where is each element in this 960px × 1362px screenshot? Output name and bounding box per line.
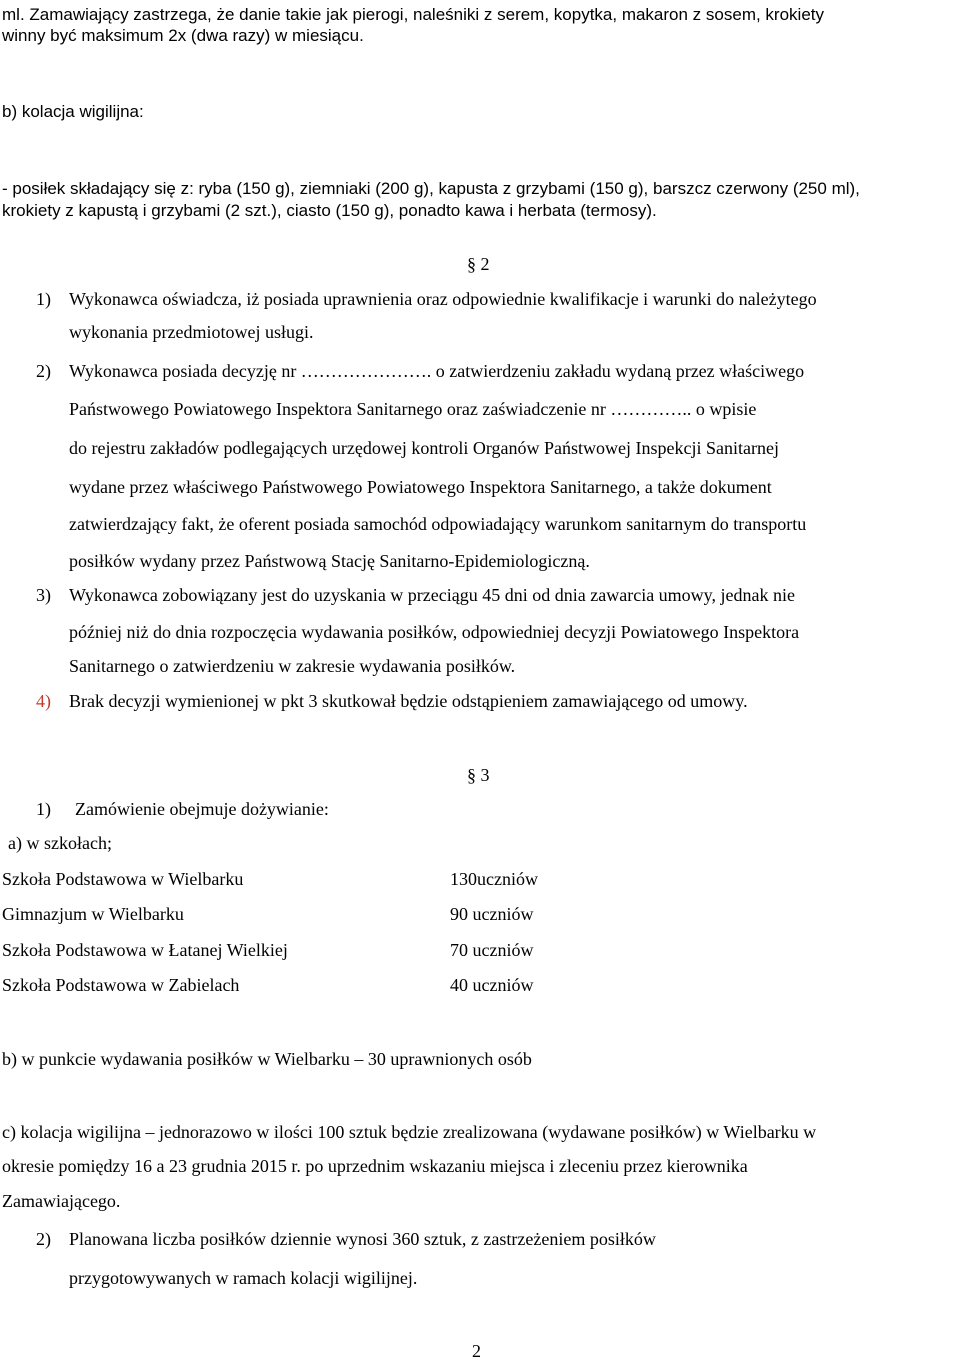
s2-item2-line1: Wykonawca posiada decyzję nr …………………. o zatwierdzeniu zakładu wydaną przez właściwego [69,361,805,381]
kolacja-c-line1: c) kolacja wigilijna – jednorazowo w ilości 100 sztuk będzie zrealizowana (wydawane posiłków) w Wielbarku w [2,1122,817,1142]
school-count: 40 uczniów [450,975,534,995]
school-name: Szkoła Podstawowa w Wielbarku [2,869,244,889]
section-2-heading: § 2 [467,254,490,274]
item-number: 2) [36,361,51,381]
item-number-red: 4) [36,691,51,711]
s3-item1-text: Zamówienie obejmuje dożywianie: [75,799,329,819]
s2-item4-line1: Brak decyzji wymienionej w pkt 3 skutkował będzie odstąpieniem zamawiającego od umowy. [69,691,748,711]
schools-heading: a) w szkołach; [8,833,112,853]
s2-item2-line6: posiłków wydany przez Państwową Stację Sanitarno-Epidemiologiczną. [69,551,590,571]
kolacja-line-2: krokiety z kapustą i grzybami (2 szt.), ciasto (150 g), ponadto kawa i herbata (termosy). [2,201,657,220]
item-number: 3) [36,585,51,605]
s2-item1-line1: Wykonawca oświadcza, iż posiada uprawnienia oraz odpowiednie kwalifikacje i warunki do należytego [69,289,817,309]
s2-item3-line1: Wykonawca zobowiązany jest do uzyskania w przeciągu 45 dni od dnia zawarcia umowy, jednak nie [69,585,795,605]
s2-item2-line4: wydane przez właściwego Państwowego Powiatowego Inspektora Sanitarnego, a także dokument [69,477,772,497]
item-number: 2) [36,1229,51,1249]
kolacja-line-1: - posiłek składający się z: ryba (150 g), ziemniaki (200 g), kapusta z grzybami (150 g), barszcz czerwony (250 ml), [2,179,860,198]
s2-item2-line2: Państwowego Powiatowego Inspektora Sanitarnego oraz zaświadczenie nr ………….. o wpisie [69,399,757,419]
section-3-heading: § 3 [467,765,490,785]
s2-item1-line2: wykonania przedmiotowej usługi. [69,322,314,342]
s2-item3-line3: Sanitarnego o zatwierdzeniu w zakresie wydawania posiłków. [69,656,516,676]
s2-item3-line2: później niż do dnia rozpoczęcia wydawania posiłków, odpowiedniej decyzji Powiatowego Inspektora [69,622,800,642]
school-count: 90 uczniów [450,904,534,924]
school-count: 70 uczniów [450,940,534,960]
page-number: 2 [472,1341,481,1361]
s2-item2-line5: zatwierdzający fakt, że oferent posiada samochód odpowiadający warunkom sanitarnym do transportu [69,514,807,534]
kolacja-c-line3: Zamawiającego. [2,1191,121,1211]
s3-item2-line1: Planowana liczba posiłków dziennie wynosi 360 sztuk, z zastrzeżeniem posiłków [69,1229,656,1249]
s2-item2-line3: do rejestru zakładów podlegających urzędowej kontroli Organów Państwowej Inspekcji Sanitarnej [69,438,779,458]
ml-line-2: winny być maksimum 2x (dwa razy) w miesiącu. [2,26,364,45]
school-name: Gimnazjum w Wielbarku [2,904,184,924]
school-name: Szkoła Podstawowa w Łatanej Wielkiej [2,940,288,960]
ml-line-1: ml. Zamawiający zastrzega, że danie takie jak pierogi, naleśniki z serem, kopytka, makaron z sosem, krokiety [2,5,824,24]
item-number: 1) [36,289,51,309]
kolacja-c-line2: okresie pomiędzy 16 a 23 grudnia 2015 r. po uprzednim wskazaniu miejsca i zleceniu przez kierownika [2,1156,748,1176]
s3-item2-line2: przygotowywanych w ramach kolacji wigilijnej. [69,1268,418,1288]
school-name: Szkoła Podstawowa w Zabielach [2,975,240,995]
distribution-point-text: b) w punkcie wydawania posiłków w Wielbarku – 30 uprawnionych osób [2,1049,532,1069]
school-count: 130uczniów [450,869,538,889]
kolacja-heading: b) kolacja wigilijna: [2,102,144,121]
item-number: 1) [36,799,51,819]
